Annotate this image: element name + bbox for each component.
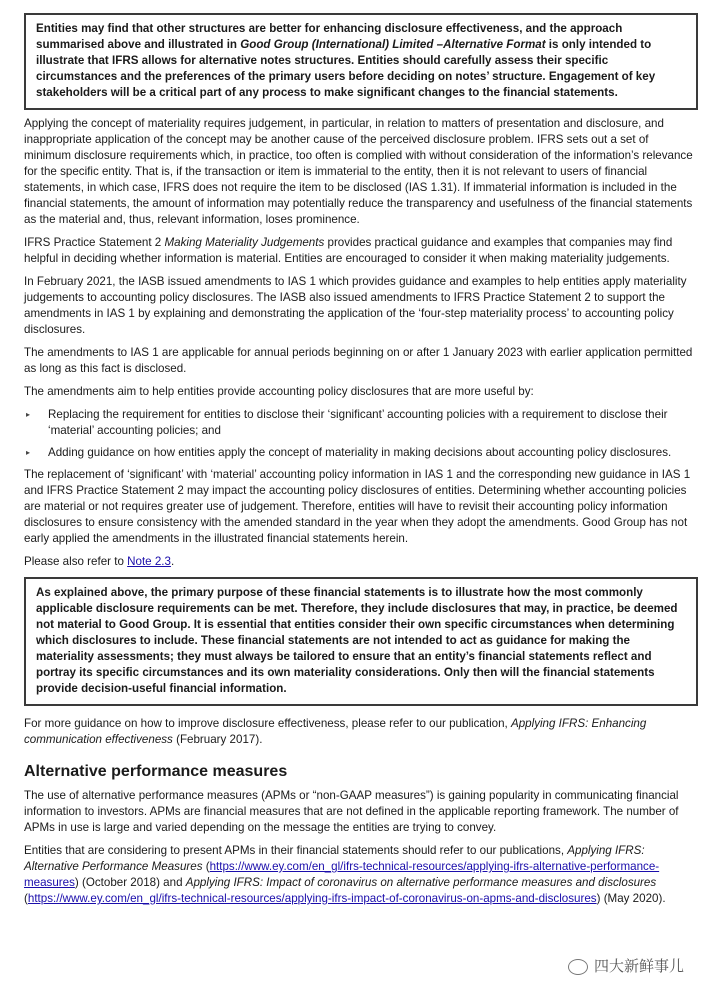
- italic-text: Applying IFRS: Alternative Performance Measures: [24, 844, 645, 873]
- wechat-icon: [568, 959, 588, 975]
- paragraph-apms: The use of alternative performance measures (APMs or “non-GAAP measures”) is gaining popularity in communicating financial information to investors. APMs are financial measures that are not defined in the applicable reporting framework. The number of APMs in use is large and varied depending on the message the entities are trying to convey.: [24, 789, 679, 834]
- callout-box-purpose: As explained above, the primary purpose of these financial statements is to illustrate how the most commonly applicable disclosure requirements can be met. Therefore, they include disclosures that may, in practice, be deemed not material to Good Group. It is essential that entities consider their own specific circumstances when determining which disclosures to include. These financial statements are not intended to act as guidance for making the materiality assessments; they must always be tailored to ensure that an entity’s financial statements reflect and portray its specific circumstances and its own materiality considerations. Only then will the financial statements provide decision-useful financial information.: [24, 577, 698, 706]
- italic-text: Making Materiality Judgements: [164, 236, 325, 249]
- paragraph-materiality: Applying the concept of materiality requires judgement, in particular, in relation to matters of presentation and disclosure, and inappropriate application of the concept may be another cause of the perceived disclosure problem. IFRS sets out a set of minimum disclosure requirements which, in practice, too often is complied with without consideration of the information’s relevance for the specific entity. That is, if the transaction or item is immaterial to the entity, then it is not relevant to users of financial statements, in which case, IFRS does not require the item to be disclosed (IAS 1.31). If immaterial information is included in the financial statements, the amount of information may potentially reduce the transparency and usefulness of the financial statements as the material and, thus, relevant information, loses prominence.: [24, 117, 693, 226]
- bullet-list: [24, 407, 698, 461]
- text: .: [170, 555, 175, 568]
- paragraph-amendments-2021: In February 2021, the IASB issued amendments to IAS 1 which provides guidance and examples to help entities apply materiality judgements to accounting policy disclosures. The IASB also issued amendments to IFRS Practice Statement 2 to support the amendments in IAS 1 by explaining and demonstrating the application of the ‘four-step materiality process’ to accounting policy disclosures.: [24, 275, 687, 336]
- paragraph-replacement: The replacement of ‘significant’ with ‘material’ accounting policy information in IAS 1 and the corresponding new guidance in IAS 1 and IFRS Practice Statement 2 may impact the accounting policy disclosures of entities. Determining whether accounting policies are material or not requires greater use of judgement. Therefore, entities will have to revisit their accounting policy information disclosures to ensure consistency with the amended standard in the year when they adopt the amendments. Good Group has not early applied the amendments in the illustrated financial statements herein.: [24, 468, 691, 545]
- paragraph-effective-date: The amendments to IAS 1 are applicable for annual periods beginning on or after 1 January 2023 with earlier application permitted as long as this fact is disclosed.: [24, 346, 693, 375]
- text: provides practical guidance and examples that companies may find helpful in deciding whether information is material. Entities are encouraged to consider it when making materiality judgements.: [24, 236, 673, 265]
- text: (February 2017).: [172, 733, 263, 746]
- callout-box-notes-structure: [24, 13, 698, 110]
- text: is only intended to illustrate that IFRS allows for alternative notes structures. Entities should carefully assess their specific circumstances and the preferences of the primary users before deciding on notes’ structure. Engagement of key stakeholders will be a critical part of any process to make significant changes to the financial statements.: [36, 38, 656, 99]
- triangle-bullet-icon: ▸: [26, 448, 31, 457]
- list-item: [24, 445, 698, 461]
- note-2-3-link[interactable]: Note 2.3: [127, 555, 171, 568]
- apm-publication-link[interactable]: https://www.ey.com/en_gl/ifrs-technical-resources/applying-ifrs-alternative-performance-measures: [24, 860, 660, 889]
- text: (: [24, 892, 28, 905]
- text: Please also refer to: [24, 555, 128, 568]
- paragraph-practice-statement: [24, 235, 698, 267]
- list-item: [24, 407, 698, 439]
- italic-text: Applying IFRS: Enhancing communication effectiveness: [24, 717, 647, 746]
- italic-text: Good Group (International) Limited –Alternative Format: [240, 38, 546, 51]
- watermark-text: 四大新鲜事儿: [593, 958, 684, 975]
- text: For more guidance on how to improve disclosure effectiveness, please refer to our publication,: [24, 717, 511, 730]
- paragraph-apm-publications: [24, 843, 698, 907]
- text: ) (May 2020).: [596, 892, 666, 905]
- triangle-bullet-icon: ▸: [26, 410, 31, 419]
- text: (: [202, 860, 210, 873]
- italic-text: Applying IFRS: Impact of coronavirus on alternative performance measures and disclosures: [185, 876, 657, 889]
- coronavirus-apm-link[interactable]: https://www.ey.com/en_gl/ifrs-technical-resources/applying-ifrs-impact-of-coronavirus-on-apms-and-disclosures: [27, 892, 597, 905]
- paragraph-more-guidance: [24, 716, 698, 748]
- text: Entities that are considering to present APMs in their financial statements should refer to our publications,: [24, 844, 568, 857]
- section-heading: Alternative performance measures: [24, 763, 288, 780]
- list-item-text: Replacing the requirement for entities to disclose their ‘significant’ accounting policies with a requirement to disclose their ‘material’ accounting policies; and: [48, 408, 668, 437]
- document-page: [24, 13, 698, 914]
- list-item-text: Adding guidance on how entities apply the concept of materiality in making decisions about accounting policy disclosures.: [48, 446, 672, 459]
- text: IFRS Practice Statement 2: [24, 236, 165, 249]
- text: Entities may find that other structures are better for enhancing disclosure effectiveness, and the approach summarised above and illustrated in: [36, 22, 623, 51]
- watermark: [568, 959, 684, 975]
- text: ) (October 2018) and: [74, 876, 186, 889]
- paragraph-refer-note: [24, 554, 698, 570]
- paragraph-amendments-aim: The amendments aim to help entities provide accounting policy disclosures that are more useful by:: [24, 385, 534, 398]
